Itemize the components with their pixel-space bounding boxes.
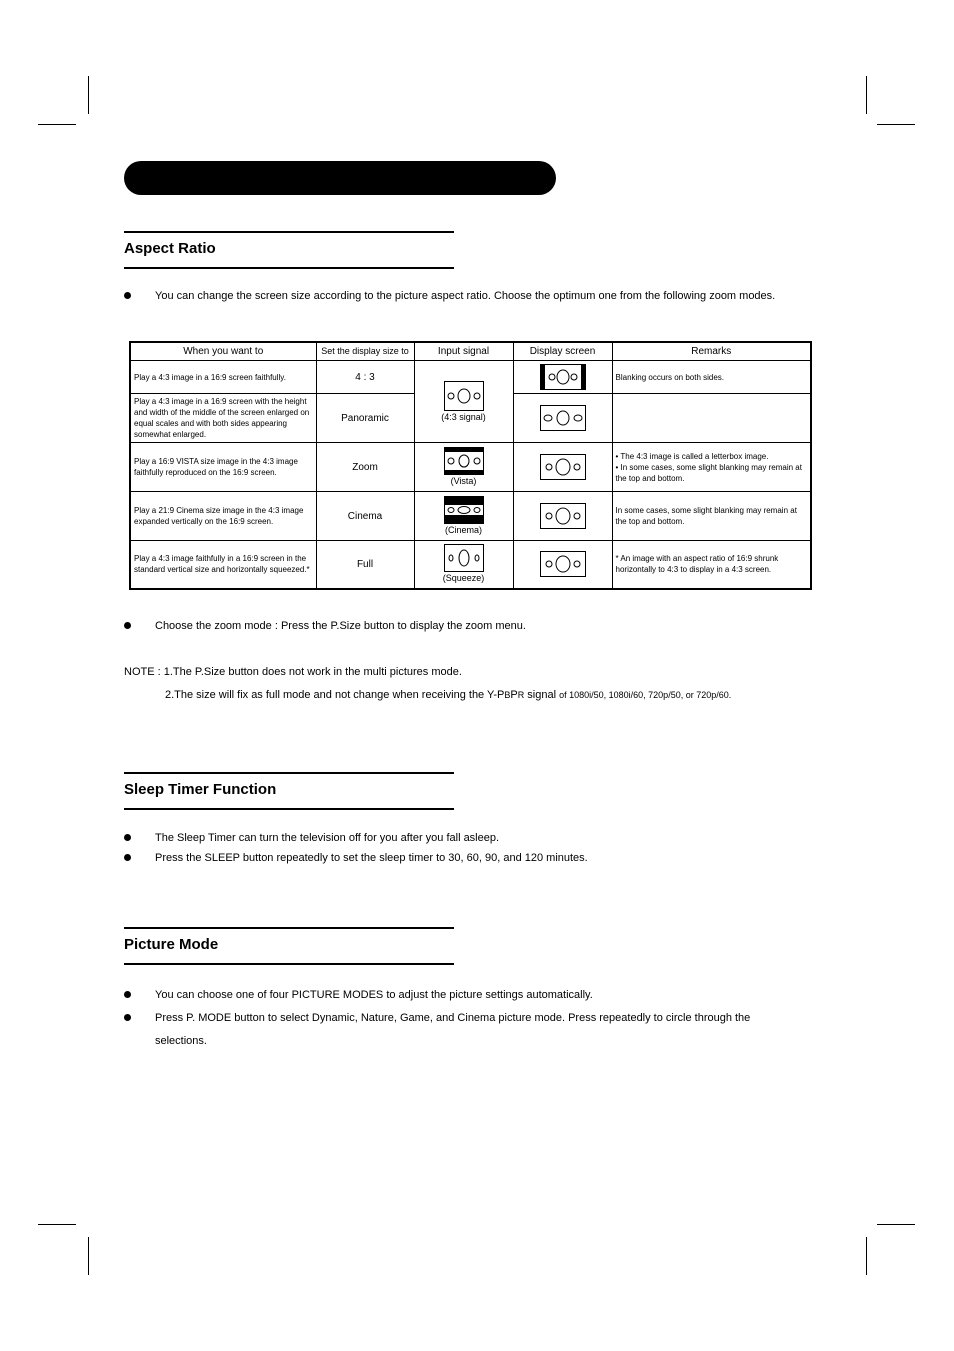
crop-mark (88, 1237, 89, 1275)
size-cell: Cinema (316, 492, 414, 541)
want-cell: Play a 16:9 VISTA size image in the 4:3 image faithfully reproduced on the 16:9 screen. (130, 443, 316, 492)
size-cell: 4 : 3 (316, 361, 414, 394)
signal-label: (Squeeze) (442, 573, 485, 584)
table-row (130, 361, 811, 394)
remarks-cell (612, 394, 811, 443)
crop-mark (38, 124, 76, 125)
table-header-row (130, 342, 811, 361)
signal-4-3-icon (444, 381, 484, 411)
display-cell (513, 361, 612, 394)
display-full-icon (540, 551, 586, 577)
signal-cell (414, 361, 513, 443)
table-row (130, 541, 811, 589)
signal-cell (414, 492, 513, 541)
size-cell: Full (316, 541, 414, 589)
signal-label: (Vista) (450, 476, 477, 486)
display-4-3-icon (540, 364, 586, 390)
display-panoramic-icon (540, 405, 586, 431)
signal-label: (4:3 signal) (441, 411, 486, 422)
display-cell (513, 443, 612, 492)
col-header: Display screen (513, 342, 612, 361)
display-cell (513, 541, 612, 589)
col-header: When you want to (130, 342, 316, 361)
crop-mark (866, 1237, 867, 1275)
want-cell: Play a 4:3 image in a 16:9 screen with the height and width of the middle of the screen enlarged on equal scales and with both sides appearing somewhat enlarged. (130, 394, 316, 443)
crop-mark (866, 76, 867, 114)
display-cell (513, 492, 612, 541)
page-title-bar (124, 161, 556, 195)
note-2: 2.The size will fix as full mode and not change when receiving the Y-PBPR signal of 1080i/50, 1080i/60, 720p/50, or 720p/60. (165, 689, 732, 701)
want-cell: Play a 21:9 Cinema size image in the 4:3 image expanded vertically on the 16:9 screen. (130, 492, 316, 541)
display-cell (513, 394, 612, 443)
zoom-mode-table (129, 341, 812, 590)
size-cell: Panoramic (316, 394, 414, 443)
crop-mark (88, 76, 89, 114)
display-cinema-icon (540, 503, 586, 529)
table-row (130, 492, 811, 541)
sleep-timer-heading: Sleep Timer Function (124, 772, 454, 810)
signal-cell (414, 541, 513, 589)
signal-label: (Cinema) (444, 525, 482, 535)
display-zoom-icon (540, 454, 586, 480)
col-header: Remarks (612, 342, 811, 361)
aspect-ratio-heading: Aspect Ratio (124, 231, 454, 269)
remarks-cell: * An image with an aspect ratio of 16:9 shrunk horizontally to 4:3 to display in a 4:3 screen. (612, 541, 811, 589)
crop-mark (877, 124, 915, 125)
remarks-cell: Blanking occurs on both sides. (612, 361, 811, 394)
want-cell: Play a 4:3 image in a 16:9 screen faithfully. (130, 361, 316, 394)
remarks-cell: In some cases, some slight blanking may remain at the top and bottom. (612, 492, 811, 541)
size-cell: Zoom (316, 443, 414, 492)
signal-cell (414, 443, 513, 492)
table-row (130, 443, 811, 492)
signal-vista-icon (444, 447, 484, 475)
signal-squeeze-icon (444, 544, 484, 572)
crop-mark (38, 1224, 76, 1225)
crop-mark (877, 1224, 915, 1225)
note-1: NOTE : 1.The P.Size button does not work in the multi pictures mode. (124, 666, 462, 678)
want-cell: Play a 4:3 image faithfully in a 16:9 screen in the standard vertical size and horizontally squeezed.* (130, 541, 316, 589)
col-header: Input signal (414, 342, 513, 361)
picture-mode-continuation: selections. (155, 1035, 207, 1047)
signal-cinema-icon (444, 496, 484, 524)
remarks-cell: • The 4:3 image is called a letterbox image. • In some cases, some slight blanking may remain at the top and bottom. (612, 443, 811, 492)
picture-mode-heading: Picture Mode (124, 927, 454, 965)
col-header: Set the display size to (316, 342, 414, 361)
